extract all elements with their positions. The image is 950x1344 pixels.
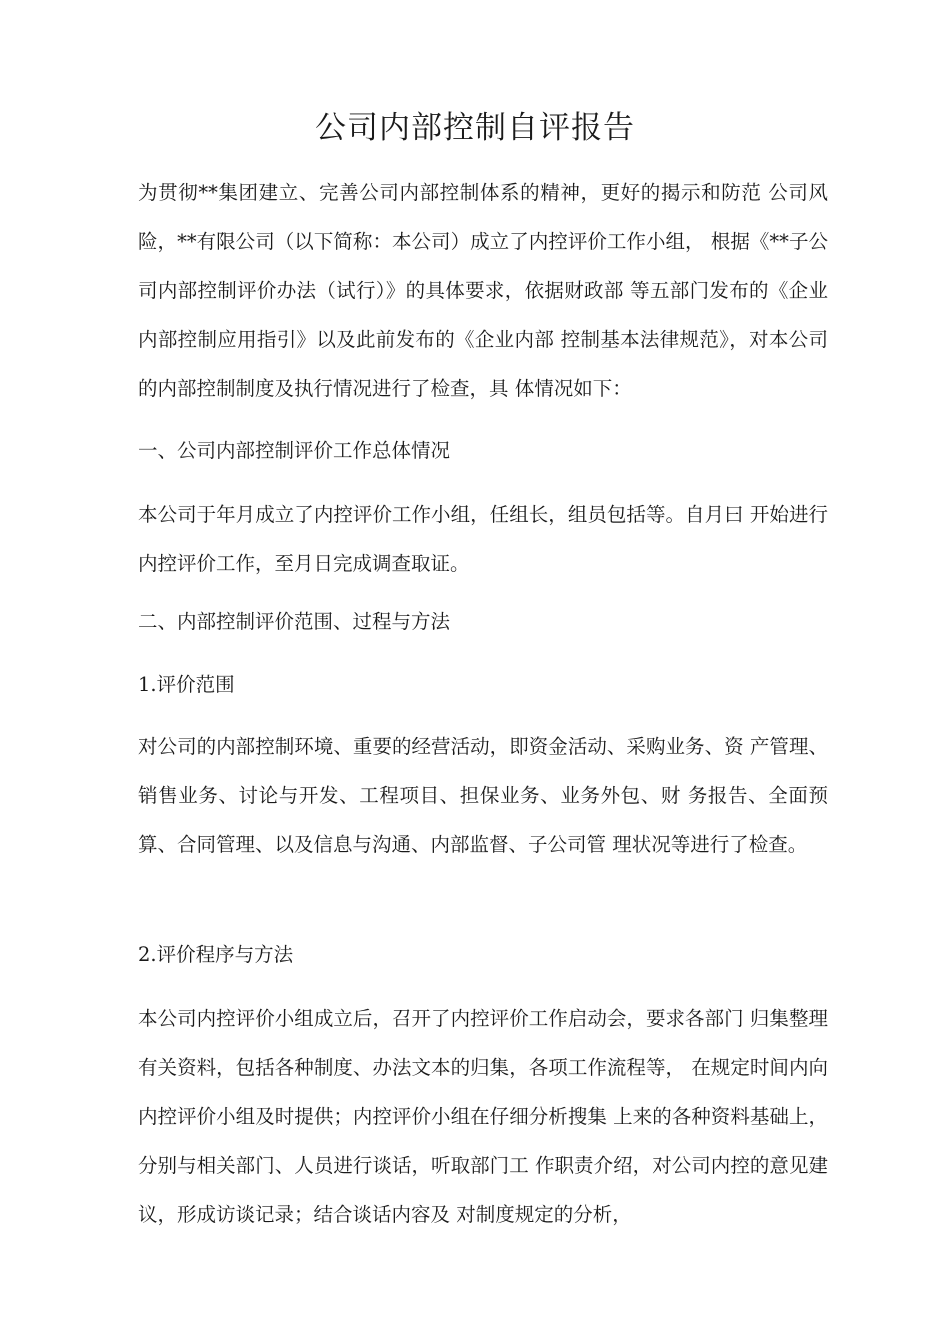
scope-paragraph: 对公司的内部控制环境、重要的经营活动，即资金活动、采购业务、资 产管理、销售业务、讨论与开发、工程项目、担保业务、业务外包、财 务报告、全面预算、合同管理、以及信息与沟通、内部监督、子公司管 理状况等进行了检查。 xyxy=(138,735,828,856)
intro-paragraph: 为贯彻**集团建立、完善公司内部控制体系的精神，更好的揭示和防范 公司风险，**有限公司（以下简称：本公司）成立了内控评价工作小组， 根据《**子公司内部控制评价办法（试行）》的具体要求，依据财政部 等五部门发布的《企业内部控制应用指引》以及此前发布的《企业内部 控制基本法律规范》，对本公司的内部控制制度及执行情况进行了检查，具 体情况如下： xyxy=(138,181,828,400)
section-heading-scope: 二、内部控制评价范围、过程与方法 xyxy=(138,610,451,633)
subsection-heading-scope: 1.评价范围 xyxy=(138,673,235,696)
document-title: 公司内部控制自评报告 xyxy=(315,110,635,146)
overview-paragraph: 本公司于年月成立了内控评价工作小组，任组长，组员包括等。自月曰 开始进行内控评价工作，至月日完成调查取证。 xyxy=(138,503,828,575)
method-paragraph: 本公司内控评价小组成立后，召开了内控评价工作启动会，要求各部门 归集整理有关资料，包括各种制度、办法文本的归集，各项工作流程等， 在规定时间内向内控评价小组及时提供；内控评价小组在仔细分析搜集 上来的各种资料基础上，分别与相关部门、人员进行谈话，听取部门工 作职责介绍，对公司内控的意见建议，形成访谈记录；结合谈话内容及 对制度规定的分析， xyxy=(138,1007,828,1226)
section-heading-overview: 一、公司内部控制评价工作总体情况 xyxy=(138,439,451,462)
subsection-heading-method: 2.评价程序与方法 xyxy=(138,943,294,966)
